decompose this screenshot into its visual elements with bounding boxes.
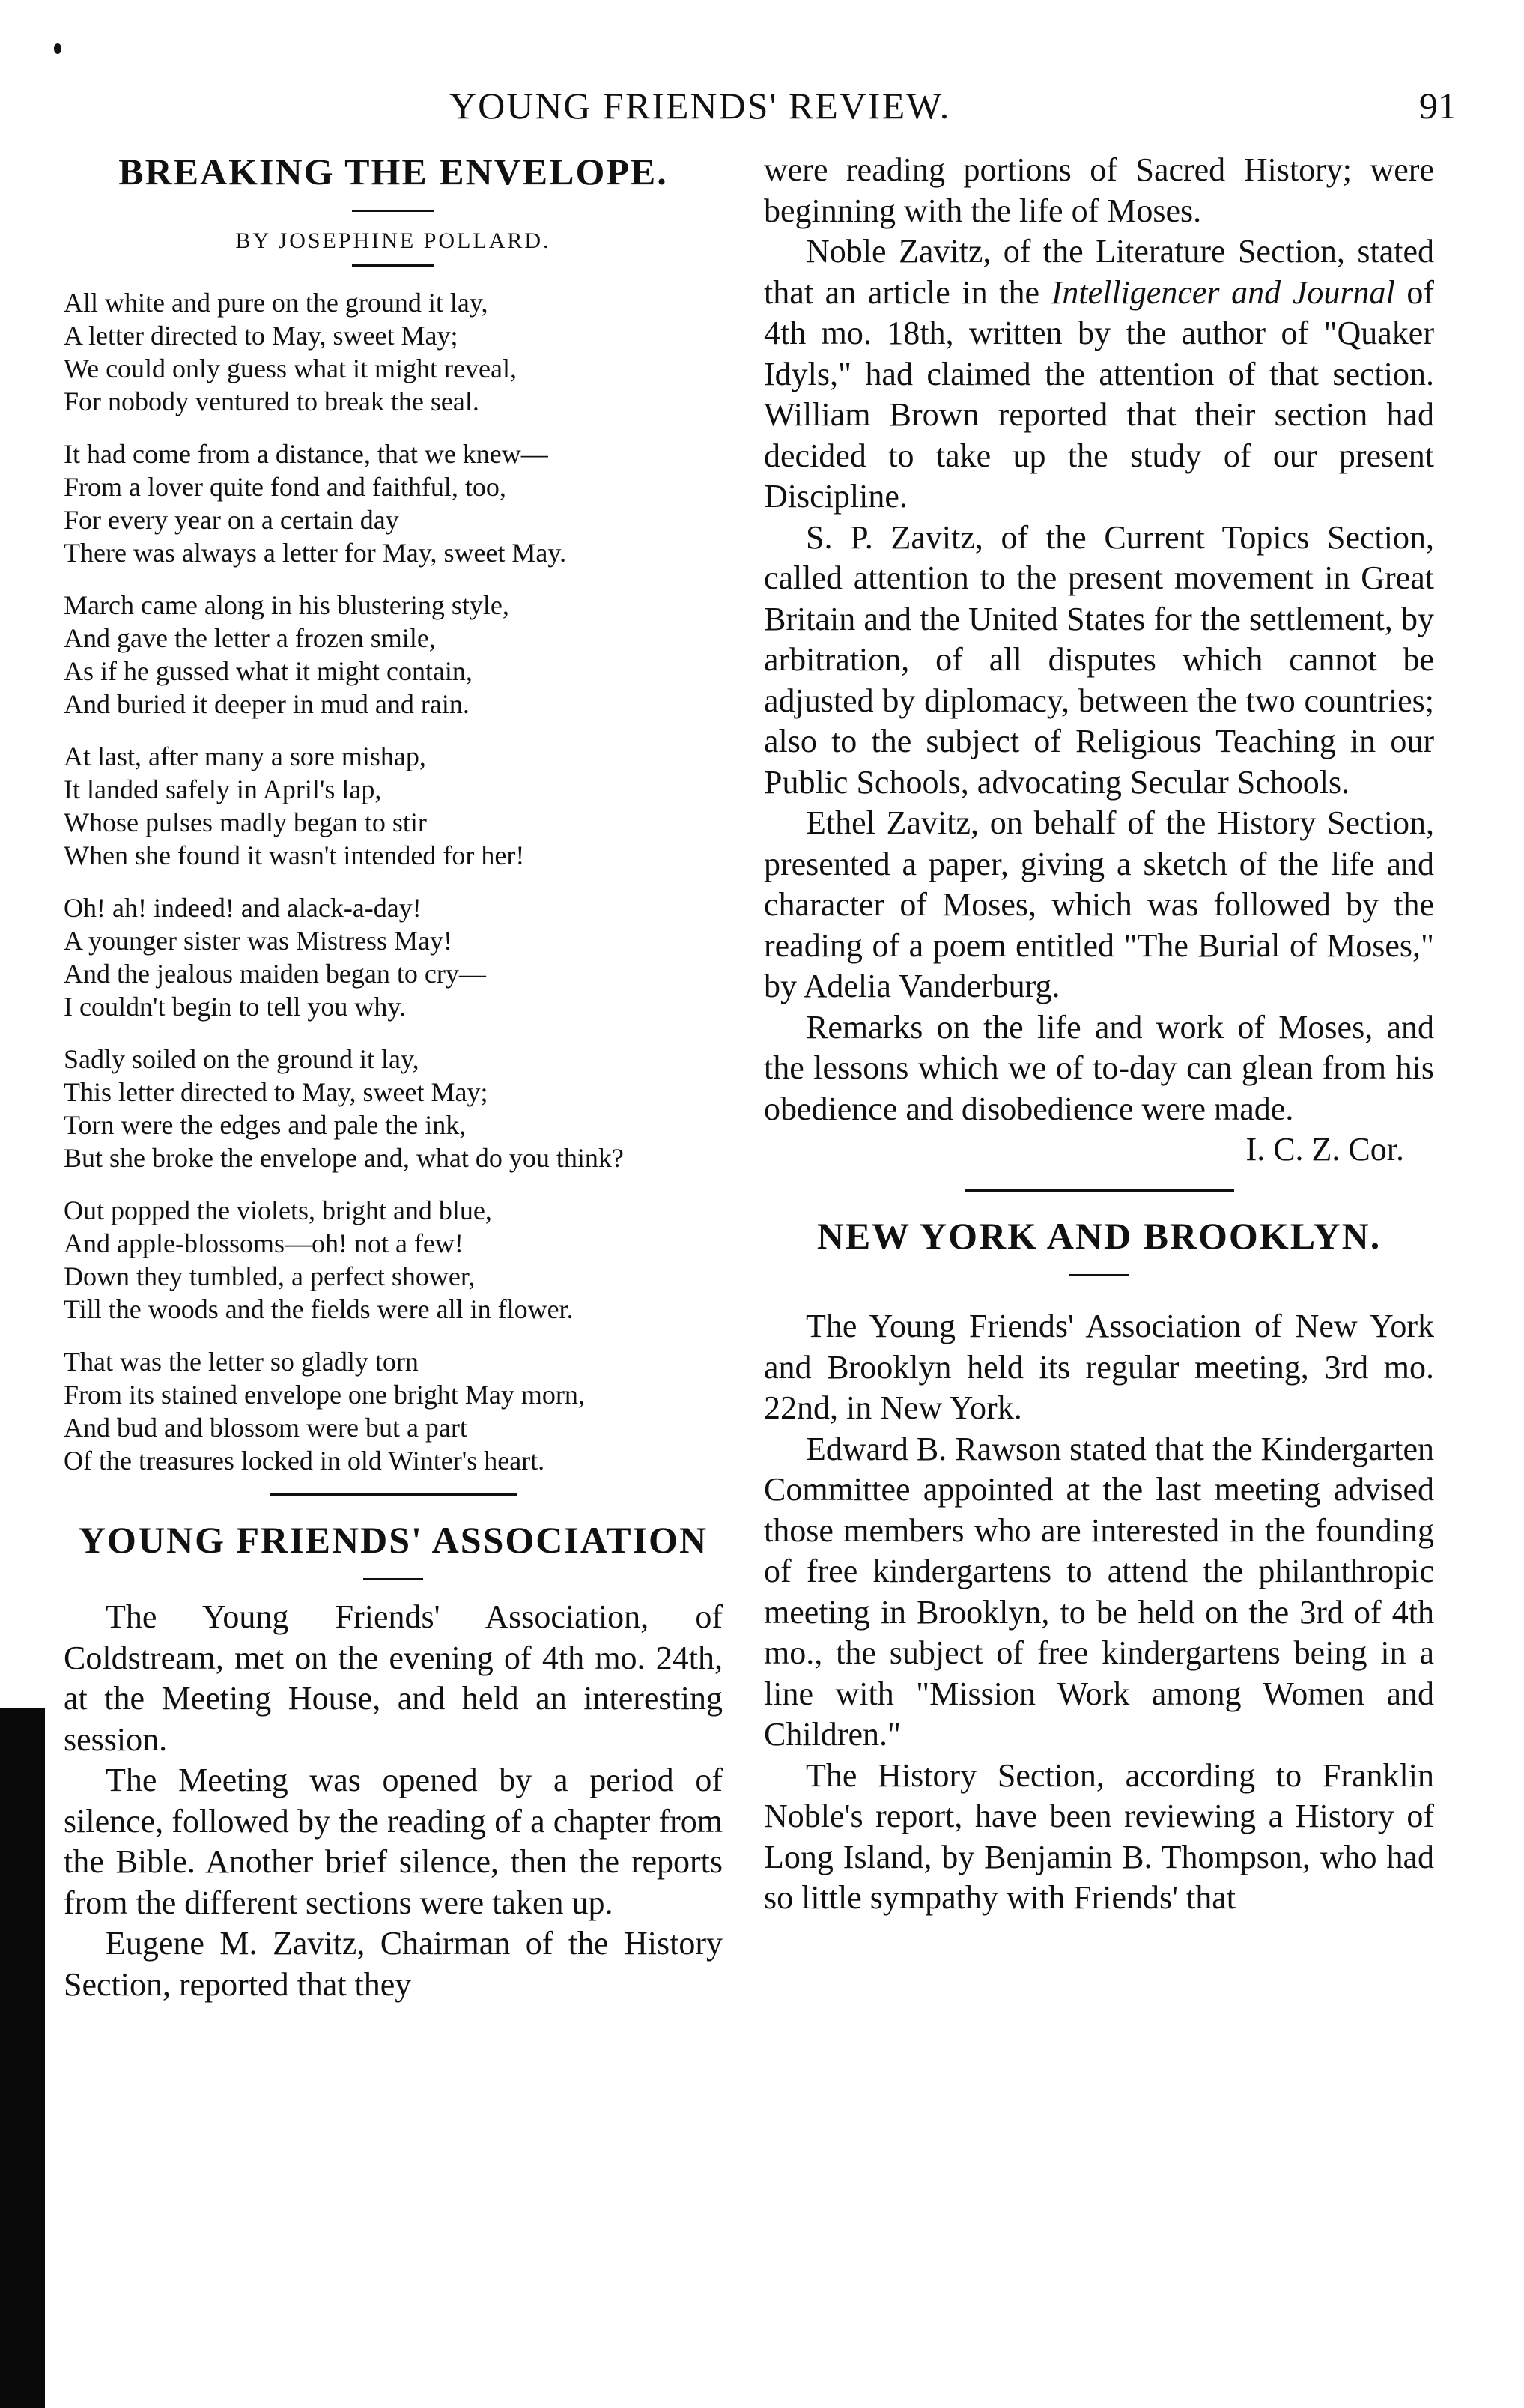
article-title-yfa: YOUNG FRIENDS' ASSOCIATION: [78, 1519, 708, 1561]
binding-edge: [0, 1708, 45, 2408]
section-divider: [270, 1493, 517, 1496]
poem-line: Down they tumbled, a perfect shower,: [64, 1261, 476, 1291]
poem-line: And buried it deeper in mud and rain.: [64, 689, 470, 719]
poem-stanza: [64, 1194, 723, 1326]
poem-title: BREAKING THE ENVELOPE.: [118, 151, 668, 192]
poem-line: A letter directed to May, sweet May;: [64, 321, 458, 351]
poem-line: For nobody ventured to break the seal.: [64, 386, 479, 416]
poem-line: But she broke the envelope and, what do you think?: [64, 1143, 624, 1173]
poem-line: It had come from a distance, that we knew—: [64, 439, 548, 469]
poem-line: Oh! ah! indeed! and alack-a-day!: [64, 893, 422, 923]
section-divider: [965, 1189, 1234, 1192]
paragraph: The Young Friends' Association, of Coldstream, met on the evening of 4th mo. 24th, at the Meeting House, and held an interesting session.: [64, 1598, 723, 1758]
paragraph: Edward B. Rawson stated that the Kindergarten Committee appointed at the last meeting advised those members who are interested in the founding of free kindergartens to attend the philanthropic meeting in Brooklyn, to be held on the 3rd of 4th mo., the subject of free kindergartens being in a line with "Mission Work among Women and Children.": [764, 1430, 1434, 1753]
poem-line: Sadly soiled on the ground it lay,: [64, 1044, 419, 1074]
paragraph: were reading portions of Sacred History; were beginning with the life of Moses.: [764, 151, 1434, 229]
ink-speck: [54, 43, 61, 54]
paragraph: Ethel Zavitz, on behalf of the History Section, presented a paper, giving a sketch of the life and character of Moses, which was followed by the reading of a poem entitled "The Burial of Moses," by Adelia Vanderburg.: [764, 804, 1434, 1004]
poem-stanza: [64, 1345, 723, 1477]
poem-line: It landed safely in April's lap,: [64, 774, 382, 804]
poem-line: Till the woods and the fields were all in flower.: [64, 1294, 574, 1324]
poem-stanza: [64, 286, 723, 418]
poem-line: And apple-blossoms—oh! not a few!: [64, 1228, 464, 1258]
title-divider: [363, 1578, 423, 1580]
paragraph-text: Noble Zavitz, of the Literature Section, stated that an article in the: [764, 233, 1434, 311]
poem-stanza: [64, 437, 723, 569]
poem-line: Out popped the violets, bright and blue,: [64, 1195, 492, 1225]
paragraph: Remarks on the life and work of Moses, and the lessons which we of to-day can glean from his obedience and disobedience were made.: [764, 1008, 1434, 1127]
paragraph: The History Section, according to Franklin Noble's report, have been reviewing a History of Long Island, by Benjamin B. Thompson, who had so little sympathy with Friends' that: [764, 1756, 1434, 1916]
poem-line: Of the treasures locked in old Winter's heart.: [64, 1446, 545, 1476]
paragraph: [764, 231, 1434, 518]
right-column: [764, 150, 1434, 1919]
article-body-yfa: [64, 1597, 723, 2005]
article-title-nyb: NEW YORK AND BROOKLYN.: [816, 1215, 1382, 1257]
paragraph: Eugene M. Zavitz, Chairman of the History Section, reported that they: [64, 1925, 723, 2003]
poem-line: And bud and blossom were but a part: [64, 1413, 467, 1443]
paragraph: S. P. Zavitz, of the Current Topics Section, called attention to the present movement in Great Britain and the United States for the settlement, by arbitration, of all disputes which cannot be adjusted by diplomacy, between the two countries; also to the subject of Religious Teaching in our Public Schools, advocating Secular Schools.: [764, 518, 1434, 801]
poem-stanza: [64, 740, 723, 872]
title-divider: [1069, 1274, 1129, 1276]
publication-title: Intelligencer and Journal: [1051, 273, 1395, 311]
poem-line: As if he gussed what it might contain,: [64, 656, 473, 686]
poem-line: A younger sister was Mistress May!: [64, 926, 452, 956]
poem-line: I couldn't begin to tell you why.: [64, 992, 407, 1022]
poem-stanza: [64, 1043, 723, 1174]
poem-line: All white and pure on the ground it lay,: [64, 288, 488, 318]
poem-stanza: [64, 589, 723, 721]
correspondent-signature: I. C. Z. Cor.: [1245, 1131, 1404, 1168]
byline-divider: [352, 264, 434, 267]
poem-line: March came along in his blustering style,: [64, 590, 509, 620]
poem-line: Whose pulses madly began to stir: [64, 807, 427, 837]
paragraph-text: of 4th mo. 18th, written by the author of "Quaker Idyls," had claimed the attention of that section. William Brown reported that their section had decided to take up the study of our present Discipline.: [764, 273, 1435, 515]
poem-line: This letter directed to May, sweet May;: [64, 1077, 488, 1107]
page-number: 91: [1419, 85, 1457, 127]
poem-line: Torn were the edges and pale the ink,: [64, 1110, 467, 1140]
poem-line: That was the letter so gladly torn: [64, 1347, 419, 1377]
left-column: [64, 150, 723, 2005]
poem-line: We could only guess what it might reveal,: [64, 354, 517, 383]
paragraph: The Young Friends' Association of New York and Brooklyn held its regular meeting, 3rd mo. 22nd, in New York.: [764, 1308, 1434, 1426]
poem-stanza: [64, 891, 723, 1023]
running-title: YOUNG FRIENDS' REVIEW.: [449, 85, 951, 127]
article-body-yfa-continued: [764, 150, 1434, 1129]
poem-line: At last, after many a sore mishap,: [64, 741, 426, 771]
paragraph: The Meeting was opened by a period of silence, followed by the reading of a chapter from the Bible. Another brief silence, then the reports from the different sections were taken up.: [64, 1762, 723, 1921]
article-body-nyb: [764, 1306, 1434, 1919]
poem-line: There was always a letter for May, sweet May.: [64, 538, 567, 568]
poem-line: And the jealous maiden began to cry—: [64, 959, 486, 989]
poem-line: And gave the letter a frozen smile,: [64, 623, 436, 653]
poem-line: For every year on a certain day: [64, 505, 399, 535]
poem-line: From its stained envelope one bright May morn,: [64, 1380, 585, 1410]
poem-byline: BY JOSEPHINE POLLARD.: [235, 228, 551, 253]
poem-line: From a lover quite fond and faithful, too,: [64, 472, 506, 502]
poem-line: When she found it wasn't intended for her!: [64, 840, 525, 870]
title-divider: [352, 210, 434, 212]
